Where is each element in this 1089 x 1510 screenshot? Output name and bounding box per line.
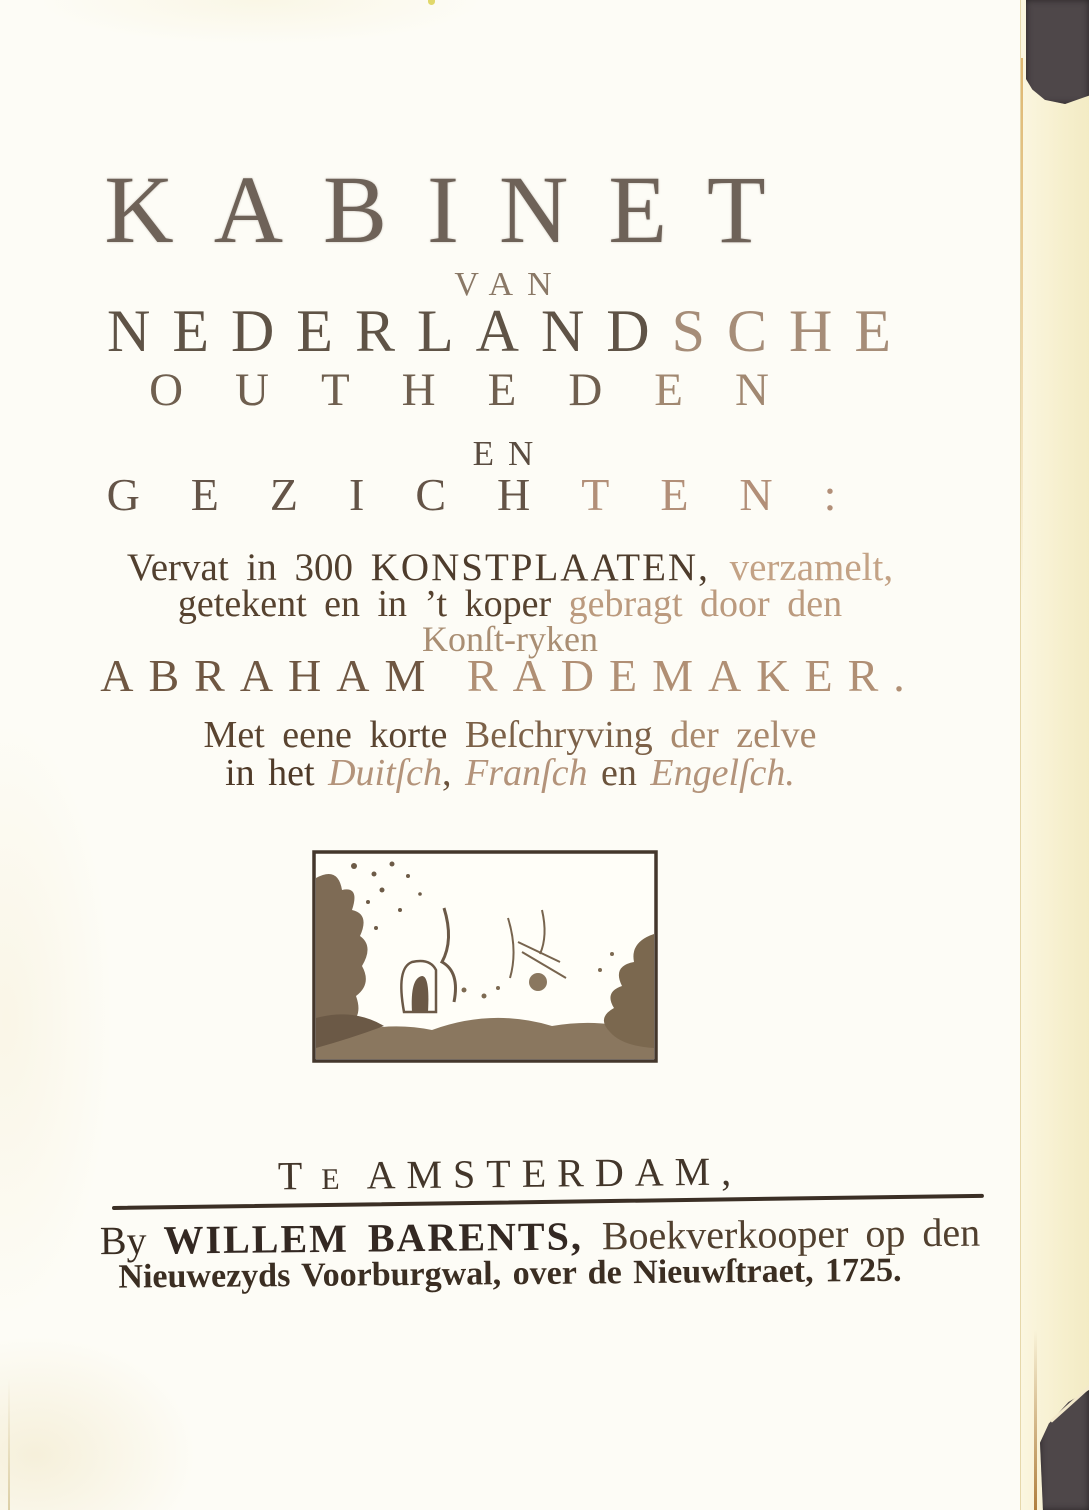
title-line-nederlandsche xyxy=(0,298,1020,364)
vervat-prefix: Vervat in 300 xyxy=(126,546,371,589)
description-1-faded: der zelve xyxy=(670,714,817,756)
author-last-name: RADEMAKER. xyxy=(466,650,920,701)
city-initial-t: T xyxy=(277,1153,314,1199)
title-outheden-dark: OUTHED xyxy=(149,364,655,416)
description-line-2 xyxy=(0,754,1020,792)
description-line-1 xyxy=(0,716,1020,754)
publisher-role: Boekverkooper op den xyxy=(601,1209,981,1259)
title-gezichten-dark: GEZICH xyxy=(106,469,582,520)
scan-artifact-left-edge xyxy=(8,1378,10,1510)
description-1-dark: Met eene korte xyxy=(203,714,465,756)
scan-artifact-speck xyxy=(428,0,435,5)
title-line-en: EN xyxy=(472,434,548,473)
author-first-name: ABRAHAM xyxy=(100,650,467,701)
language-engelsch: Engelſch. xyxy=(650,752,795,794)
language-duitsch: Duitſch xyxy=(328,752,443,794)
subtitle-line-vervat xyxy=(0,548,1020,587)
publisher-address-line: Nieuwezyds Voorburgwal, over de Nieuwſtraet, 1725. xyxy=(118,1251,902,1296)
description-2-prefix: in het xyxy=(225,752,329,794)
author-line xyxy=(0,650,1020,701)
vignette-shrub xyxy=(529,973,547,991)
fore-edge-crease-bottom xyxy=(1034,1330,1037,1510)
description-2-sep1: , xyxy=(442,752,466,794)
page-fore-edge xyxy=(1020,0,1089,1510)
fore-edge-crease-top xyxy=(1021,58,1023,598)
description-2-sep2: en xyxy=(587,752,651,794)
city-name: AMSTERDAM, xyxy=(366,1148,743,1198)
publisher-by: By xyxy=(99,1217,164,1264)
title-outheden-faded: EN xyxy=(654,364,821,416)
imprint-city-line xyxy=(0,1149,1020,1200)
vervat-faded: verzamelt, xyxy=(729,546,894,589)
title-line-outheden xyxy=(0,364,1020,416)
publisher-name: WILLEM BARENTS, xyxy=(163,1213,603,1263)
title-line-van: VAN xyxy=(454,266,566,303)
title-line-kabinet: KABINET xyxy=(104,156,806,263)
city-small-e: E xyxy=(321,1162,351,1196)
getekent-faded: gebragt door den xyxy=(568,583,843,625)
title-nederlandsche-faded: SCHE xyxy=(671,298,913,364)
vervat-konstplaaten: KONSTPLAATEN, xyxy=(370,546,730,589)
getekent-dark: getekent en in ’t koper xyxy=(177,583,569,625)
subtitle-line-konstryken: Konſt-ryken xyxy=(422,619,598,659)
title-gezichten-faded: TEN: xyxy=(581,469,888,520)
engraved-landscape-vignette xyxy=(312,850,658,1063)
description-1-mid: Beſchryving xyxy=(464,714,671,756)
title-nederlandsche-dark: NEDERLAND xyxy=(107,298,672,364)
subtitle-line-getekent xyxy=(0,585,1020,623)
language-fransch: Franſch xyxy=(465,752,588,794)
title-line-gezichten xyxy=(0,469,1020,520)
book-cover-corner-top xyxy=(1026,0,1089,104)
